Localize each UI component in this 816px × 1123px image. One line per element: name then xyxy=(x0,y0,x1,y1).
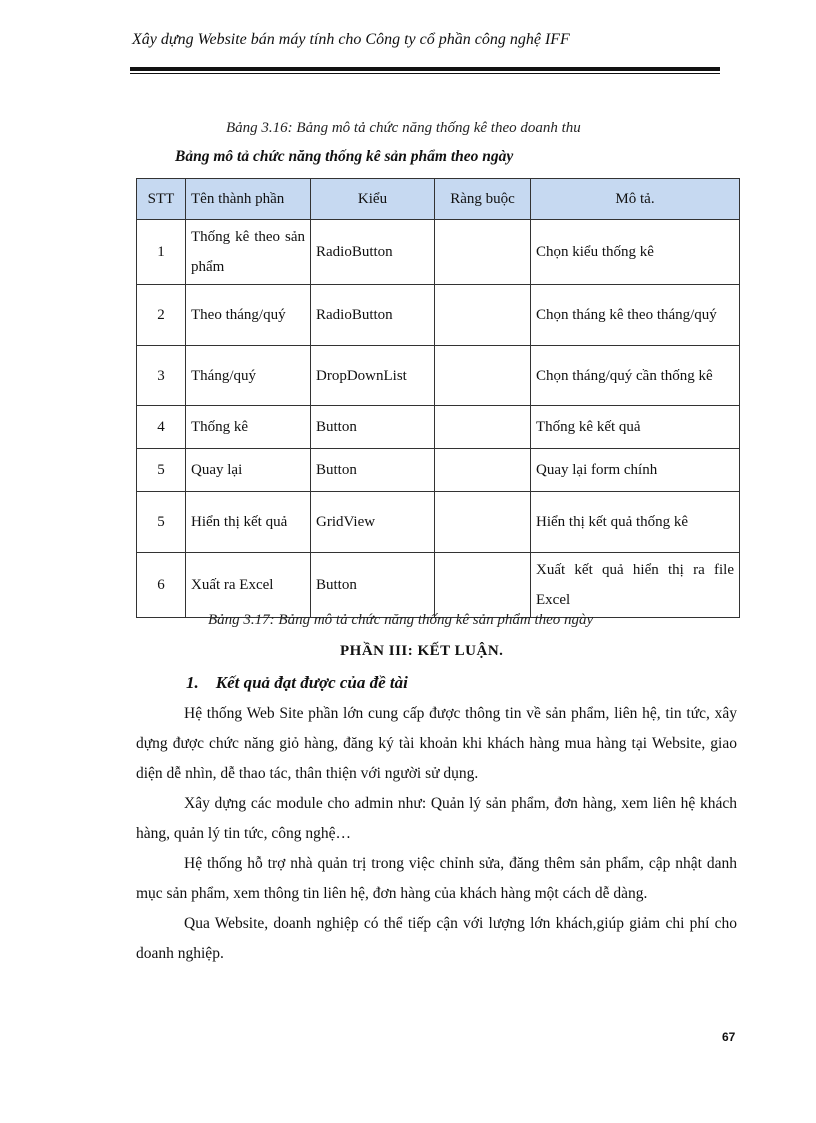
cell-stt: 5 xyxy=(137,449,186,492)
cell-stt: 4 xyxy=(137,406,186,449)
page-number: 67 xyxy=(722,1030,736,1044)
table-row xyxy=(137,220,740,285)
cell-stt: 5 xyxy=(137,492,186,553)
cell-constraint xyxy=(435,346,531,406)
cell-desc: Thống kê kết quả xyxy=(531,406,740,449)
cell-constraint xyxy=(435,553,531,618)
cell-constraint xyxy=(435,285,531,346)
cell-name: Thống kê theo sản phẩm xyxy=(186,220,311,285)
cell-name: Theo tháng/quý xyxy=(186,285,311,346)
paragraph: Hệ thống hỗ trợ nhà quản trị trong việc chỉnh sửa, đăng thêm sản phẩm, cập nhật danh mục sản phẩm, xem thông tin liên hệ, đơn hàng của khách hàng một cách dễ dàng. xyxy=(136,855,737,902)
cell-type: Button xyxy=(311,553,435,618)
cell-name: Hiển thị kết quả xyxy=(186,492,311,553)
header-stt: STT xyxy=(137,179,186,220)
header-name: Tên thành phần xyxy=(186,179,311,220)
header-type: Kiểu xyxy=(311,179,435,220)
table-row xyxy=(137,346,740,406)
header-rule-thick xyxy=(130,67,720,71)
cell-type: GridView xyxy=(311,492,435,553)
table-header-row xyxy=(137,179,740,220)
cell-name: Thống kê xyxy=(186,406,311,449)
running-header: Xây dựng Website bán máy tính cho Công ty cổ phần công nghệ IFF xyxy=(132,31,570,48)
cell-type: Button xyxy=(311,406,435,449)
cell-name: Tháng/quý xyxy=(186,346,311,406)
cell-name: Quay lại xyxy=(186,449,311,492)
cell-type: RadioButton xyxy=(311,220,435,285)
cell-constraint xyxy=(435,492,531,553)
cell-desc: Hiển thị kết quả thống kê xyxy=(531,492,740,553)
cell-constraint xyxy=(435,220,531,285)
header-constraint: Ràng buộc xyxy=(435,179,531,220)
part-heading: PHẦN III: KẾT LUẬN. xyxy=(340,643,504,659)
table-row xyxy=(137,492,740,553)
header-rule-thin xyxy=(130,73,720,74)
header-desc: Mô tả. xyxy=(531,179,740,220)
cell-desc: Xuất kết quả hiển thị ra file Excel xyxy=(531,553,740,618)
table-row xyxy=(137,449,740,492)
cell-stt: 2 xyxy=(137,285,186,346)
cell-desc: Quay lại form chính xyxy=(531,449,740,492)
cell-type: Button xyxy=(311,449,435,492)
caption-table-3-17: Bảng 3.17: Bảng mô tả chức năng thống kê sản phẩm theo ngày xyxy=(208,612,594,628)
caption-table-3-16: Bảng 3.16: Bảng mô tả chức năng thống kê theo doanh thu xyxy=(226,120,581,136)
section-subheading: 1. Kết quả đạt được của đề tài xyxy=(186,673,408,692)
cell-desc: Chọn kiểu thống kê xyxy=(531,220,740,285)
cell-constraint xyxy=(435,449,531,492)
body-text xyxy=(136,699,737,969)
paragraph: Qua Website, doanh nghiệp có thể tiếp cận với lượng lớn khách,giúp giảm chi phí cho doanh nghiệp. xyxy=(136,915,737,962)
cell-stt: 3 xyxy=(137,346,186,406)
cell-type: RadioButton xyxy=(311,285,435,346)
cell-name: Xuất ra Excel xyxy=(186,553,311,618)
cell-desc: Chọn tháng/quý cần thống kê xyxy=(531,346,740,406)
table-row xyxy=(137,553,740,618)
table-row xyxy=(137,406,740,449)
cell-constraint xyxy=(435,406,531,449)
cell-desc: Chọn tháng kê theo tháng/quý xyxy=(531,285,740,346)
cell-type: DropDownList xyxy=(311,346,435,406)
paragraph: Hệ thống Web Site phần lớn cung cấp được thông tin về sản phẩm, liên hệ, tin tức, xây dựng được chức năng giỏ hàng, đăng ký tài khoản khi khách hàng mua hàng tại Website, giao diện dễ nhìn, dễ thao tác, thân thiện với người sử dụng. xyxy=(136,705,737,782)
function-table xyxy=(136,178,740,618)
paragraph: Xây dựng các module cho admin như: Quản lý sản phẩm, đơn hàng, xem liên hệ khách hàng, quản lý tin tức, công nghệ… xyxy=(136,795,737,842)
table-title: Bảng mô tả chức năng thống kê sản phẩm theo ngày xyxy=(175,148,514,165)
table-row xyxy=(137,285,740,346)
cell-stt: 6 xyxy=(137,553,186,618)
cell-stt: 1 xyxy=(137,220,186,285)
